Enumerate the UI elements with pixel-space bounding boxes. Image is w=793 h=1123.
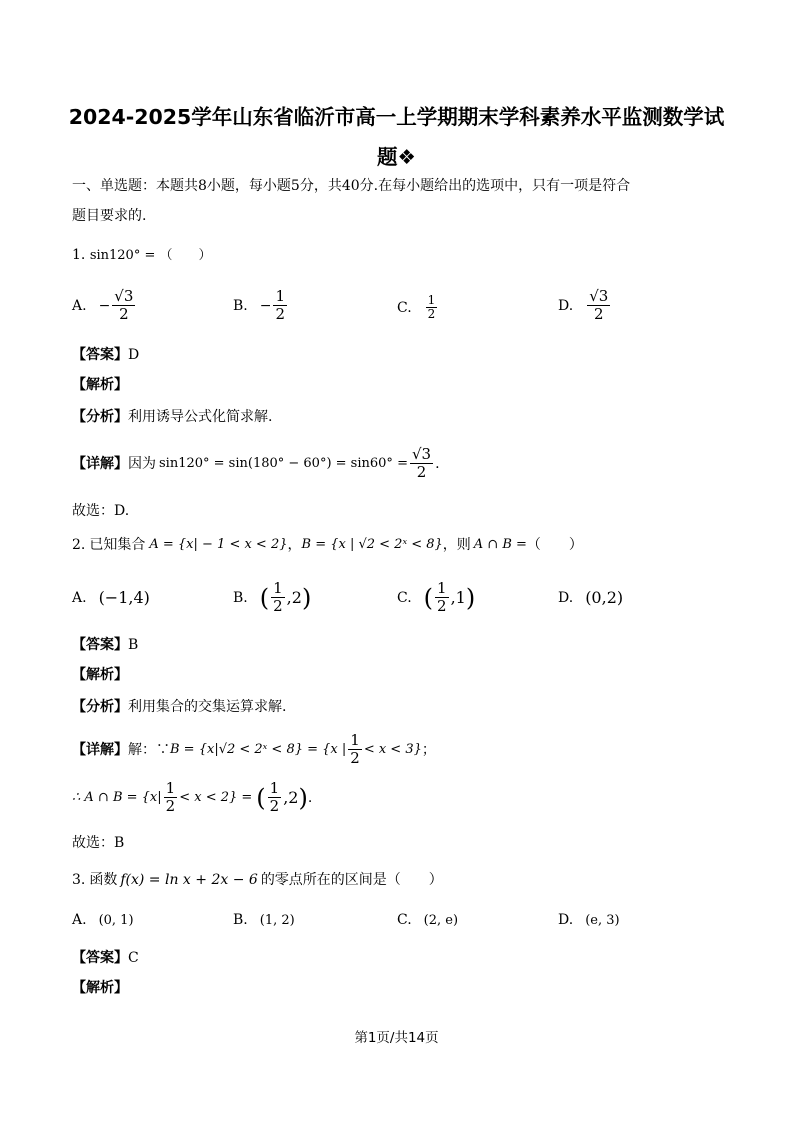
- q2-analysis-tag: 【解析】: [72, 667, 128, 683]
- q1-number: 1.: [72, 247, 86, 263]
- q3-answer-value: C: [128, 950, 139, 966]
- q1-option-a-label: A.: [72, 297, 87, 314]
- q2-option-b-label: B.: [233, 589, 248, 606]
- q2-fenxi-text: 利用集合的交集运算求解.: [128, 699, 287, 715]
- q2-intersection-mid: < x < 2} =: [179, 789, 253, 805]
- q2-detail-end: ；: [421, 741, 436, 758]
- q3-stem-pre: 函数: [89, 872, 118, 888]
- q3-option-b-value: (1, 2): [259, 912, 295, 928]
- q2-stem-pre: 已知集合: [89, 537, 146, 553]
- q3-option-b: [233, 912, 295, 928]
- q1-option-c-numerator: 1: [427, 293, 436, 307]
- q1-analysis-tag: 【解析】: [72, 377, 128, 393]
- q1-option-b-fraction: [273, 288, 287, 323]
- q1-detail-fraction: [410, 446, 433, 481]
- q2-intersection-numerator-1: 1: [165, 779, 176, 797]
- q3-option-d-label: D.: [558, 912, 574, 928]
- q1-option-c-denominator: 2: [427, 307, 436, 321]
- q1-stem-text: sin120° = （ ）: [89, 248, 212, 263]
- q2-option-c-numerator: 1: [437, 579, 447, 597]
- q1-option-c: [397, 294, 439, 321]
- q3-option-d: [558, 912, 620, 928]
- q1-detail-tag: 【详解】: [72, 455, 128, 472]
- q3-option-a-value: (0, 1): [98, 912, 134, 928]
- q1-option-b-denominator: 2: [275, 305, 286, 323]
- page-footer: 第1页/共14页: [354, 1030, 439, 1046]
- q2-intersection-end: .: [307, 789, 313, 806]
- q2-intersection-rest: ,2: [283, 787, 299, 807]
- q2-set-a: A = {x| − 1 < x < 2}: [149, 537, 288, 552]
- q2-option-b-close-paren: ): [301, 583, 312, 612]
- q1-option-a-numerator: √3: [114, 287, 134, 305]
- q2-option-d-label: D.: [558, 589, 574, 606]
- q2-option-a-label: A.: [72, 589, 87, 606]
- q1-option-b-sign: −: [259, 297, 272, 314]
- q2-answer-tag: 【答案】: [72, 637, 128, 653]
- q3-stem: [72, 871, 443, 889]
- q1-option-a-denominator: 2: [119, 305, 129, 323]
- q2-number: 2.: [72, 537, 86, 553]
- q2-detail-pre: 解：∵: [128, 741, 170, 758]
- q2-intersection-fraction-1: [164, 780, 178, 815]
- q2-detail-tag: 【详解】: [72, 741, 128, 758]
- q2-detail-expression-1: B = {x|√2 < 2ˣ < 8} = {x |: [170, 741, 347, 757]
- q2-option-b-denominator: 2: [273, 597, 283, 615]
- q3-option-c-label: C.: [397, 912, 412, 928]
- q2-detail: [72, 732, 436, 767]
- q2-fenxi: [72, 698, 286, 716]
- q1-option-d-numerator: √3: [589, 287, 609, 305]
- q1-stem: [72, 246, 212, 265]
- q2-answer-value: B: [128, 637, 139, 653]
- q2-option-c-fraction: [435, 580, 449, 615]
- q1-fenxi-tag: 【分析】: [72, 409, 128, 425]
- q2-conclusion: 故选：B: [72, 835, 125, 851]
- q1-option-d-fraction: [587, 288, 610, 323]
- q2-answer: [72, 636, 138, 654]
- q2-option-d-value: (0,2): [585, 588, 624, 607]
- q3-number: 3.: [72, 872, 86, 888]
- q3-option-a-label: A.: [72, 912, 87, 928]
- q3-option-b-label: B.: [233, 912, 248, 928]
- q2-option-c-close-paren: ): [465, 583, 476, 612]
- q1-answer: [72, 346, 139, 364]
- q2-option-d: [558, 588, 623, 607]
- q2-option-c-denominator: 2: [437, 597, 447, 615]
- document-title-line-1: 2024-2025学年山东省临沂市高一上学期期末学科素养水平监测数学试: [68, 105, 725, 129]
- q3-analysis-tag: 【解析】: [72, 980, 128, 996]
- q1-detail-denominator: 2: [416, 463, 427, 481]
- q2-option-b: [233, 580, 311, 615]
- q2-stem-post: ，则: [442, 537, 471, 553]
- q2-option-c-open-paren: (: [423, 583, 434, 612]
- q1-option-d-label: D.: [558, 297, 574, 314]
- q2-detail-denominator: 2: [350, 749, 360, 767]
- q3-option-a: [72, 912, 134, 928]
- q3-option-c: [397, 912, 458, 928]
- q3-option-d-value: (e, 3): [585, 912, 620, 928]
- section-instructions-line-1: 一、单选题：本题共8小题，每小题5分，共40分.在每小题给出的选项中，只有一项是符合: [72, 178, 631, 194]
- q2-detail-numerator: 1: [350, 731, 360, 749]
- q2-option-c-rest: ,1: [450, 588, 466, 607]
- q2-intersection-fraction-2: [268, 780, 282, 815]
- q2-option-b-open-paren: (: [259, 583, 270, 612]
- q2-intersection-numerator-2: 1: [269, 779, 280, 797]
- q2-intersection-denominator-2: 2: [269, 797, 280, 815]
- q2-option-c-label: C.: [397, 589, 412, 606]
- q1-option-c-label: C.: [397, 299, 412, 316]
- q1-detail-pre: 因为: [128, 455, 156, 472]
- q1-conclusion: 故选：D.: [72, 503, 130, 519]
- q2-option-b-fraction: [271, 580, 285, 615]
- q2-intersection-close-paren: ): [298, 783, 308, 812]
- q2-ask: A ∩ B =: [473, 537, 527, 552]
- q3-answer: [72, 949, 139, 967]
- q3-option-c-value: (2, e): [423, 912, 459, 928]
- q2-option-a-value: (−1,4): [98, 588, 150, 607]
- q1-detail-end: .: [435, 455, 440, 472]
- q2-option-b-numerator: 1: [273, 579, 283, 597]
- q2-fenxi-tag: 【分析】: [72, 699, 128, 715]
- q2-intersection-open-paren: (: [256, 783, 266, 812]
- q2-intersection-denominator-1: 2: [165, 797, 176, 815]
- q1-detail-expression: sin120° = sin(180° − 60°) = sin60° =: [159, 455, 408, 471]
- q1-option-c-fraction: [426, 294, 438, 321]
- q1-option-d-denominator: 2: [593, 305, 604, 323]
- document-title-line-2: 题❖: [377, 145, 416, 169]
- q1-option-b-label: B.: [233, 297, 248, 314]
- q3-answer-tag: 【答案】: [72, 950, 128, 966]
- section-instructions-line-2: 题目要求的.: [72, 208, 147, 224]
- q1-detail: [72, 446, 440, 481]
- q2-option-c: [397, 580, 475, 615]
- q3-stem-post: 的零点所在的区间是（ ）: [260, 872, 443, 888]
- q1-option-a-fraction: [112, 288, 135, 323]
- q2-detail-fraction: [348, 732, 362, 767]
- q2-set-b: B = {x | √2 < 2ˣ < 8}: [301, 537, 443, 552]
- q1-fenxi-text: 利用诱导公式化简求解.: [128, 409, 273, 425]
- q1-answer-tag: 【答案】: [72, 347, 128, 363]
- q2-intersection: [72, 780, 312, 815]
- q2-paren: （ ）: [526, 537, 583, 553]
- q1-option-b-numerator: 1: [275, 287, 286, 305]
- q2-detail-expression-2: < x < 3}: [363, 741, 422, 757]
- q2-option-b-rest: ,2: [286, 588, 302, 607]
- q1-fenxi: [72, 408, 272, 426]
- q3-function: f(x) = ln x + 2x − 6: [120, 872, 258, 888]
- q2-stem: [72, 536, 583, 554]
- q1-option-d: [558, 288, 612, 323]
- q1-option-a-sign: −: [98, 297, 111, 314]
- q1-answer-value: D: [128, 347, 140, 363]
- q2-option-a: [72, 588, 150, 607]
- q1-option-b: [233, 288, 289, 323]
- q1-option-a: [72, 288, 137, 323]
- q2-comma: ，: [287, 537, 302, 553]
- q2-intersection-pre: ∴ A ∩ B = {x|: [72, 789, 162, 805]
- q1-detail-numerator: √3: [411, 445, 432, 463]
